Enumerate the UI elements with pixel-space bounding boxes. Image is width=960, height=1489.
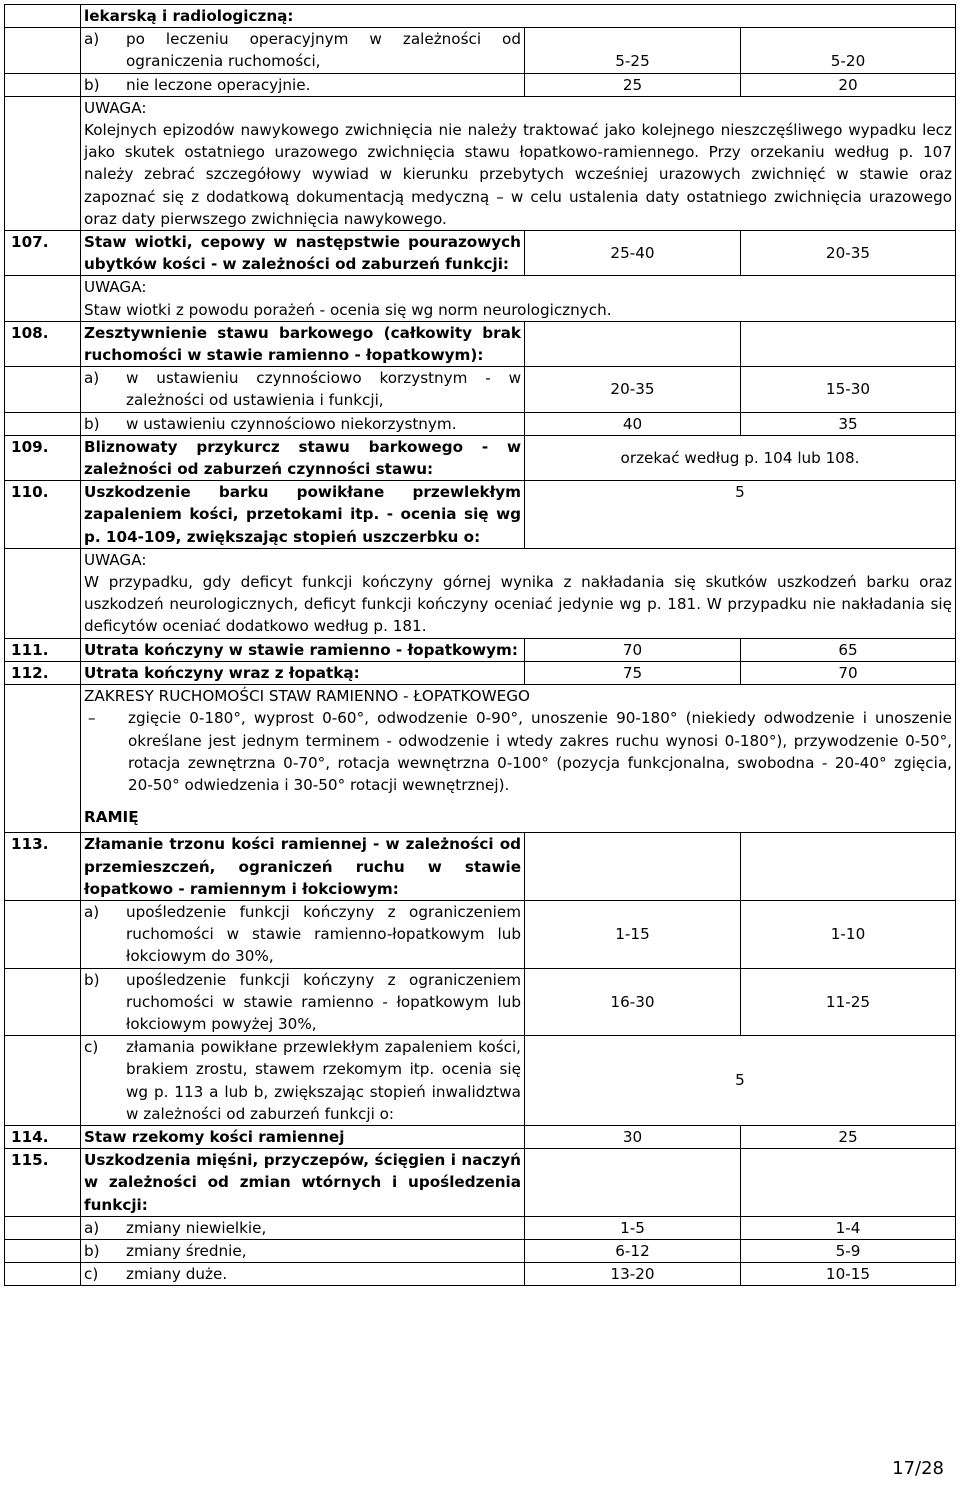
value-a: 70 <box>525 638 741 661</box>
value-b: 25 <box>741 1125 956 1148</box>
table-row <box>5 685 956 833</box>
item-title: Staw wiotki, cepowy w następstwie pourazowych ubytków kości - w zależności od zaburzeń funkcji: <box>81 231 525 276</box>
table-row <box>5 435 956 480</box>
note-cell <box>81 685 956 833</box>
note-cell <box>81 548 956 638</box>
item-number: 109. <box>5 435 81 480</box>
item-number: 110. <box>5 481 81 549</box>
item-label: a) <box>84 1218 100 1237</box>
note-heading: UWAGA: <box>84 98 147 117</box>
item-label: c) <box>84 1038 99 1057</box>
item-number: 108. <box>5 321 81 366</box>
table-row <box>5 73 956 96</box>
item-label: a) <box>84 902 100 921</box>
item-text: zmiany średnie, <box>126 1241 247 1260</box>
value-b: 20-35 <box>741 231 956 276</box>
value-b: 5-20 <box>741 28 956 73</box>
value-a: 1-15 <box>525 900 741 968</box>
table-row <box>5 661 956 684</box>
table-row <box>5 412 956 435</box>
note-text: Staw wiotki z powodu porażeń - ocenia się wg norm neurologicznych. <box>84 300 612 319</box>
table-row <box>5 1216 956 1239</box>
item-text: upośledzenie funkcji kończyny z ograniczeniem ruchomości w stawie ramienno-łopatkowym lub łokciowym do 30%, <box>126 902 521 966</box>
value-b: 70 <box>741 661 956 684</box>
section-heading: RAMIĘ <box>84 808 139 827</box>
value-b: 35 <box>741 412 956 435</box>
item-title: Utrata kończyny wraz z łopatką: <box>81 661 525 684</box>
value-b: 5-9 <box>741 1239 956 1262</box>
item-title: Bliznowaty przykurcz stawu barkowego - w zależności od zaburzeń czynności stawu: <box>81 435 525 480</box>
note-heading: UWAGA: <box>84 278 147 297</box>
table-row <box>5 28 956 73</box>
table-row <box>5 968 956 1036</box>
value-a: 5-25 <box>525 28 741 73</box>
value-a: 16-30 <box>525 968 741 1036</box>
dash-bullet: – <box>88 709 96 728</box>
injury-table <box>4 4 956 1286</box>
item-title: Utrata kończyny w stawie ramienno - łopatkowym: <box>81 638 525 661</box>
item-text: w ustawieniu czynnościowo niekorzystnym. <box>126 414 457 433</box>
value-b: 15-30 <box>741 367 956 412</box>
table-row <box>5 96 956 230</box>
note-cell <box>81 276 956 321</box>
item-title: Uszkodzenia mięśni, przyczepów, ścięgien i naczyń w zależności od zmian wtórnych i upośledzenia funkcji: <box>81 1149 525 1217</box>
item-label: a) <box>84 369 100 388</box>
table-row <box>5 5 956 28</box>
table-row <box>5 321 956 366</box>
item-number: 112. <box>5 661 81 684</box>
row-text: lekarską i radiologiczną: <box>81 5 956 28</box>
item-number: 111. <box>5 638 81 661</box>
value-b: 11-25 <box>741 968 956 1036</box>
note-text: W przypadku, gdy deficyt funkcji kończyny górnej wynika z nakładania się skutków uszkodzeń barku oraz uszkodzeń neurologicznych, deficyt funkcji kończyny oceniać jedynie wg p. 181. W przypadku nie nakładania się deficytów oceniać dodatkowo według p. 181. <box>84 573 952 636</box>
value-a: 13-20 <box>525 1263 741 1286</box>
item-number: 113. <box>5 833 81 901</box>
item-number: 107. <box>5 231 81 276</box>
table-row <box>5 1263 956 1286</box>
item-number: 114. <box>5 1125 81 1148</box>
value-a: orzekać według p. 104 lub 108. <box>525 435 956 480</box>
value-a: 20-35 <box>525 367 741 412</box>
table-row <box>5 231 956 276</box>
value-b: 65 <box>741 638 956 661</box>
table-row <box>5 1239 956 1262</box>
item-text: złamania powikłane przewlekłym zapaleniem kości, brakiem zrostu, stawem rzekomym itp. ocenia się wg p. 113 a lub b, zwiększając stopień inwalidztwa w zależności od zaburzeń funkcji o: <box>126 1038 521 1123</box>
table-row <box>5 1149 956 1217</box>
table-row <box>5 481 956 549</box>
table-row <box>5 548 956 638</box>
item-title: Zesztywnienie stawu barkowego (całkowity brak ruchomości w stawie ramienno - łopatkowym): <box>81 321 525 366</box>
value-b: 10-15 <box>741 1263 956 1286</box>
value-a: 40 <box>525 412 741 435</box>
table-row <box>5 900 956 968</box>
page-number: 17/28 <box>892 1458 944 1479</box>
table-row <box>5 276 956 321</box>
value-b: 20 <box>741 73 956 96</box>
item-title: Złamanie trzonu kości ramiennej - w zależności od przemieszczeń, ograniczeń ruchu w stawie łopatkowo - ramiennym i łokciowym: <box>81 833 525 901</box>
item-text: nie leczone operacyjnie. <box>126 75 311 94</box>
value-a: 1-5 <box>525 1216 741 1239</box>
value-a: 30 <box>525 1125 741 1148</box>
value-a: 75 <box>525 661 741 684</box>
item-text: upośledzenie funkcji kończyny z ograniczeniem ruchomości w stawie ramienno - łopatkowym lub łokciowym powyżej 30%, <box>126 970 521 1033</box>
note-heading: ZAKRESY RUCHOMOŚCI STAW RAMIENNO - ŁOPATKOWEGO <box>84 687 530 706</box>
value-a: 5 <box>525 1036 956 1126</box>
item-text: po leczeniu operacyjnym w zależności od ograniczenia ruchomości, <box>126 30 521 71</box>
value-a: 25 <box>525 73 741 96</box>
value-b: 1-10 <box>741 900 956 968</box>
note-text: zgięcie 0-180°, wyprost 0-60°, odwodzenie 0-90°, unoszenie 90-180° (niekiedy odwodzenie i unoszenie określane jest jednym terminem - odwodzenie i wtedy zakres ruchu wynosi 0-180°), przywodzenie 0-50°, rotacja zewnętrzna 0-70°, rotacja wewnętrzna 0-100° (pozycja funkcjonalna, swobodna - 20-40° zgięcia, 20-50° odwiedzenia i 30-50° rotacji wewnętrznej). <box>128 709 952 794</box>
item-label: b) <box>84 970 100 989</box>
item-text: zmiany duże. <box>126 1265 228 1284</box>
note-text: Kolejnych epizodów nawykowego zwichnięcia nie należy traktować jako kolejnego nieszczęśliwego wypadku lecz jako skutek ostatniego urazowego zwichnięcia stawu łopatkowo-ramiennego. Przy orzekaniu według p. 107 należy zebrać szczegółowy wywiad w kierunku przebytych wcześniej urazowych zwichnięć w stawie oraz zapoznać się z dodatkową dokumentacją medyczną – w celu ustalenia daty ostatniego zwichnięcia urazowego oraz daty pierwszego zwichnięcia nawykowego. <box>84 121 952 228</box>
item-label: b) <box>84 414 100 433</box>
note-heading: UWAGA: <box>84 550 147 569</box>
item-label: a) <box>84 30 100 49</box>
value-a: 5 <box>525 481 956 549</box>
item-text: w ustawieniu czynnościowo korzystnym - w zależności od ustawienia i funkcji, <box>126 369 521 410</box>
table-row <box>5 1036 956 1126</box>
value-a: 6-12 <box>525 1239 741 1262</box>
table-row <box>5 367 956 412</box>
note-cell <box>81 96 956 230</box>
item-text: zmiany niewielkie, <box>126 1218 267 1237</box>
item-title: Staw rzekomy kości ramiennej <box>81 1125 525 1148</box>
table-row <box>5 1125 956 1148</box>
item-title: Uszkodzenie barku powikłane przewlekłym zapaleniem kości, przetokami itp. - ocenia się wg p. 104-109, zwiększając stopień uszczerbku o: <box>81 481 525 549</box>
value-a: 25-40 <box>525 231 741 276</box>
item-label: b) <box>84 1241 100 1260</box>
item-number: 115. <box>5 1149 81 1217</box>
table-row <box>5 833 956 901</box>
item-label: b) <box>84 75 100 94</box>
item-label: c) <box>84 1265 99 1284</box>
value-b: 1-4 <box>741 1216 956 1239</box>
table-row <box>5 638 956 661</box>
